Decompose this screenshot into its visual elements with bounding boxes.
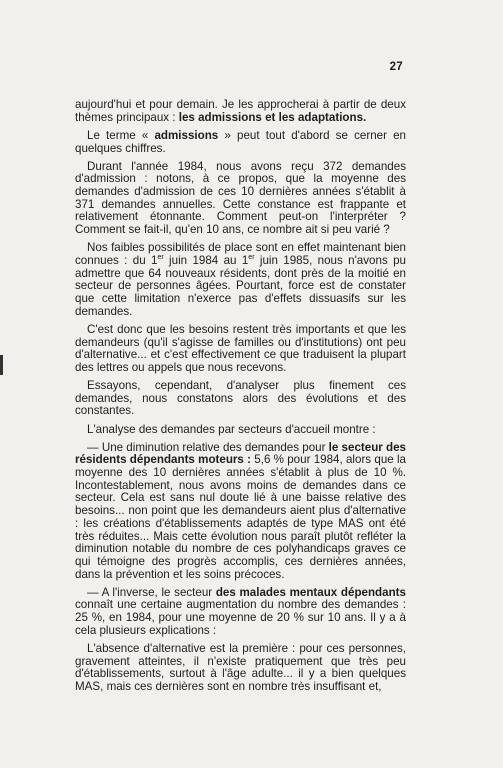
text-segment: Nos faibles possibilités de place sont en effet maintenant bien connues : du 1: [75, 241, 406, 267]
paragraph: [75, 130, 406, 155]
paragraph: [75, 242, 406, 318]
paragraph: [75, 380, 406, 418]
text-segment: — Une diminution relative des demandes pour: [87, 440, 329, 454]
superscript: er: [248, 254, 255, 262]
bold-text: admissions: [154, 128, 219, 142]
bold-text: les admissions et les adaptations.: [178, 110, 367, 124]
paragraph: [75, 324, 406, 375]
superscript: er: [157, 254, 164, 262]
paragraph: [75, 643, 406, 694]
paragraph: [75, 161, 406, 237]
text-segment: C'est donc que les besoins restent très importants et que les demandeurs (qu'il s'agisse de familles ou d'institutions) ont peu d'alternative... et c'est effectivement ce que traduisent la plupart des lettres ou appels que nous recevons.: [75, 322, 406, 374]
text-segment: connaît une certaine augmentation du nombre des demandes : 25 %, en 1984, pour une moyenne de 20 % sur 10 ans. Il y a à cela plusieurs explications :: [75, 598, 406, 637]
margin-mark: [0, 355, 3, 375]
paragraph: [75, 442, 406, 582]
text-segment: Durant l'année 1984, nous avons reçu 372 demandes d'admission : notons, à ce propos, que la moyenne des demandes d'admission de ces 10 dernières années s'établit à 371 demandes annuelles. Cette constance est frappante et relativement étonnante. Comment peut-on l'interpréter ? Comment se fait-il, qu'en 10 ans, ce nombre ait si peu varié ?: [75, 159, 406, 237]
text-segment: L'absence d'alternative est la première : pour ces personnes, gravement atteintes, il n'existe pratiquement que très peu d'établissements, surtout à l'âge adulte... il y a bien quelques MAS, mais ces dernières sont en nombre très insuffisant et,: [75, 641, 406, 694]
text-segment: aujourd'hui et pour demain. Je les approcherai à partir de deux thèmes principaux :: [75, 98, 406, 124]
bold-text: le secteur des résidents dépendants moteurs :: [75, 440, 407, 467]
text-segment: — A l'inverse, le secteur: [87, 585, 216, 599]
text-segment: Le terme «: [87, 128, 155, 142]
text-segment: juin 1985, nous n'avons pu admettre que 64 nouveaux résidents, dont près de la moitié en secteur de personnes âgées. Pourtant, force est de constater que cette limitation n'exerce pas d'effets dissuasifs sur les demandes.: [75, 253, 406, 318]
text-segment: juin 1984 au 1: [163, 253, 249, 267]
bold-text: des malades mentaux dépendants: [215, 585, 406, 599]
body-text: [75, 99, 406, 699]
text-segment: 5,6 % pour 1984, alors que la moyenne des 10 dernières années s'établit à plus de 10 %. Incontestablement, nous avons moins de demandes dans ce secteur. Cela est sans nul doute lié à une baisse relative des besoins... non point que les demandeurs aient plus d'alternative : les créations d'établissements adaptés de type MAS ont été très réduites... Mais cette évolution nous paraît plutôt refléter la diminution notable du nombre de ces polyhandicaps graves ce qui témoigne des progrès accomplis, ces dernières années, dans la prévention et les soins précoces.: [75, 453, 406, 581]
text-segment: L'analyse des demandes par secteurs d'accueil montre :: [87, 422, 376, 436]
paragraph: [75, 99, 406, 124]
paragraph: [75, 587, 406, 638]
text-segment: » peut tout d'abord se cerner en quelques chiffres.: [75, 128, 406, 155]
page-number: 27: [389, 61, 403, 73]
text-segment: Essayons, cependant, d'analyser plus finement ces demandes, nous constatons alors des évolutions et des constantes.: [75, 379, 406, 418]
paragraph: [75, 424, 406, 437]
